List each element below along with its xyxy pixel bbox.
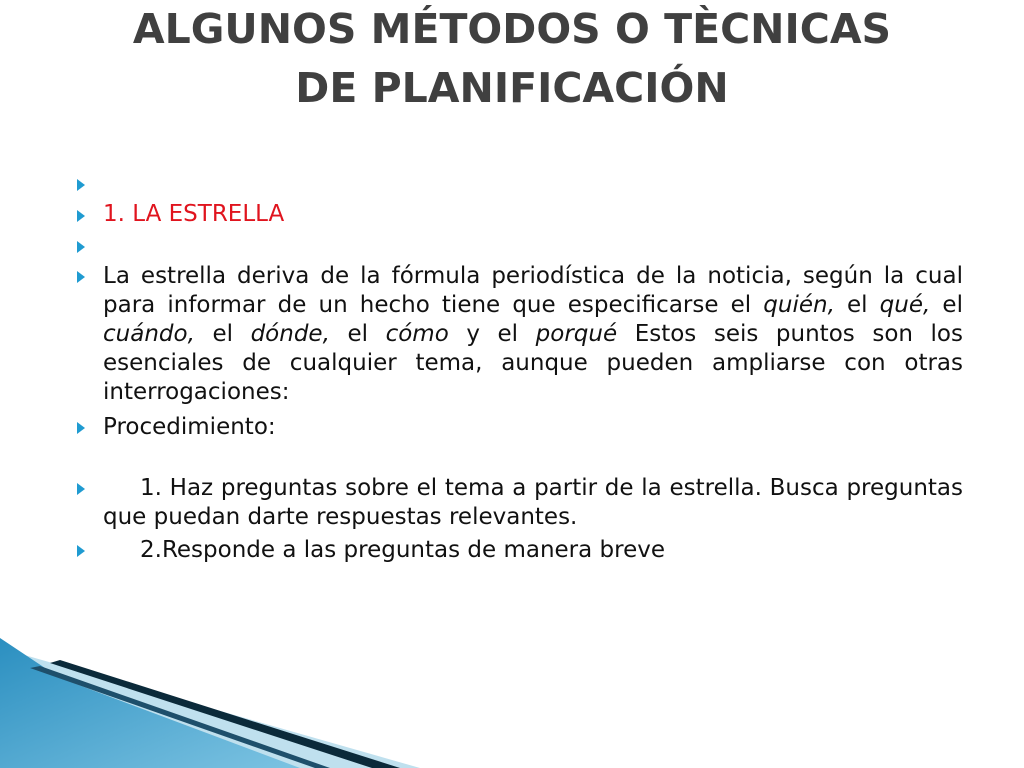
keyword-que: qué,: [879, 292, 931, 318]
procedure-label: [75, 413, 963, 442]
description-text: el: [329, 321, 386, 347]
description-text: el: [834, 292, 880, 318]
bullet-arrow-icon: [77, 271, 85, 283]
bullet-list: [75, 170, 963, 565]
description-text: el: [930, 292, 963, 318]
keyword-como: cómo: [385, 321, 449, 347]
bullet-arrow-icon: [77, 545, 85, 557]
step-1-text: 1. Haz preguntas sobre el tema a partir de la estrella. Busca preguntas que puedan darte respuestas relevantes.: [103, 475, 963, 530]
description-text: y el: [448, 321, 536, 347]
description-text: La estrella deriva de la fórmula periodística de la noticia, según la cual para informar de un hecho tiene que especificarse el: [103, 263, 963, 318]
section-heading-text: 1. LA ESTRELLA: [103, 201, 285, 227]
bullet-arrow-icon: [77, 179, 85, 191]
description-text: Estos seis puntos son los esenciales de cualquier tema, aunque pueden ampliarse con otras interrogaciones:: [103, 321, 963, 405]
keyword-cuando: cuándo,: [103, 321, 195, 347]
procedure-step-2: [75, 536, 963, 565]
description-paragraph: [75, 262, 963, 407]
procedure-label-text: Procedimiento:: [103, 414, 276, 440]
bullet-arrow-icon: [77, 241, 85, 253]
step-2-text: 2.Responde a las preguntas de manera breve: [140, 537, 665, 563]
decorative-corner-stripes: [0, 638, 420, 768]
bullet-arrow-icon: [77, 210, 85, 222]
slide-title: [40, 0, 984, 118]
bullet-arrow-icon: [77, 483, 85, 495]
title-line-2: DE PLANIFICACIÓN: [295, 64, 729, 112]
section-heading: [75, 200, 963, 232]
description-text: el: [194, 321, 251, 347]
empty-bullet: [75, 232, 963, 262]
title-line-1: ALGUNOS MÉTODOS O TÈCNICAS: [132, 5, 892, 53]
procedure-step-1: [75, 474, 963, 532]
empty-bullet: [75, 170, 963, 200]
bullet-arrow-icon: [77, 422, 85, 434]
keyword-porque: porqué: [535, 321, 618, 347]
keyword-donde: dónde,: [250, 321, 330, 347]
keyword-quien: quién,: [763, 292, 835, 318]
